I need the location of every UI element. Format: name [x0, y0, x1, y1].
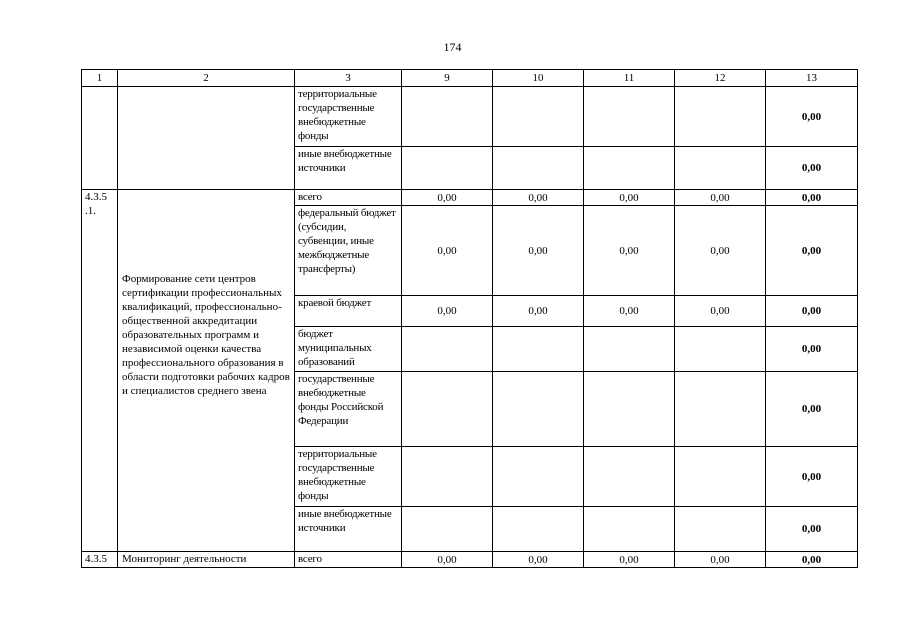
header-col-12: 12 — [675, 70, 766, 87]
source-cell: территориальные государственные внебюджетные фонды — [295, 447, 402, 507]
page-number: 174 — [443, 40, 462, 54]
value-cell: 0,00 — [402, 206, 493, 296]
value-cell — [493, 327, 584, 372]
value-cell — [675, 372, 766, 447]
table-row — [82, 552, 858, 568]
source-cell: федеральный бюджет (субсидии, субвенции, иные межбюджетные трансферты) — [295, 206, 402, 296]
value-cell: 0,00 — [493, 296, 584, 327]
value-cell — [584, 147, 675, 190]
total-cell: 0,00 — [766, 447, 858, 507]
total-cell: 0,00 — [766, 87, 858, 147]
code-cell — [82, 87, 118, 190]
value-cell: 0,00 — [493, 206, 584, 296]
source-cell: бюджет муниципальных образований — [295, 327, 402, 372]
value-cell: 0,00 — [675, 552, 766, 568]
value-cell: 0,00 — [493, 552, 584, 568]
value-cell — [675, 147, 766, 190]
table-row — [82, 190, 858, 206]
total-cell: 0,00 — [766, 190, 858, 206]
value-cell — [584, 507, 675, 552]
value-cell — [402, 507, 493, 552]
value-cell — [402, 147, 493, 190]
name-cell — [118, 87, 295, 190]
budget-table — [81, 69, 858, 568]
value-cell — [675, 447, 766, 507]
source-cell: всего — [295, 552, 402, 568]
source-cell: территориальные государственные внебюджетные фонды — [295, 87, 402, 147]
value-cell — [584, 447, 675, 507]
value-cell — [675, 507, 766, 552]
item-name — [118, 190, 295, 552]
total-cell: 0,00 — [766, 372, 858, 447]
value-cell — [493, 507, 584, 552]
item-name: Мониторинг деятельности — [118, 552, 295, 568]
source-cell: государственные внебюджетные фонды Российской Федерации — [295, 372, 402, 447]
value-cell — [493, 87, 584, 147]
source-cell: всего — [295, 190, 402, 206]
header-col-9: 9 — [402, 70, 493, 87]
header-col-3: 3 — [295, 70, 402, 87]
value-cell: 0,00 — [402, 296, 493, 327]
value-cell: 0,00 — [675, 190, 766, 206]
value-cell — [675, 327, 766, 372]
header-col-13: 13 — [766, 70, 858, 87]
total-cell: 0,00 — [766, 296, 858, 327]
value-cell — [402, 372, 493, 447]
item-name-text: Формирование сети центров сертификации профессиональных квалификаций, профессионально-общественной аккредитации образовательных программ и независимой оценки качества профессионального образования в области подготовки рабочих кадров и специалистов среднего звена — [122, 273, 290, 397]
value-cell: 0,00 — [402, 190, 493, 206]
total-cell: 0,00 — [766, 327, 858, 372]
header-row — [82, 70, 858, 87]
value-cell: 0,00 — [584, 190, 675, 206]
value-cell: 0,00 — [584, 552, 675, 568]
item-code: 4.3.5 — [82, 552, 118, 568]
value-cell — [402, 87, 493, 147]
value-cell — [402, 327, 493, 372]
total-cell: 0,00 — [766, 147, 858, 190]
value-cell: 0,00 — [584, 206, 675, 296]
total-cell: 0,00 — [766, 552, 858, 568]
value-cell: 0,00 — [584, 296, 675, 327]
header-col-10: 10 — [493, 70, 584, 87]
source-cell: иные внебюджетные источники — [295, 507, 402, 552]
source-cell: иные внебюджетные источники — [295, 147, 402, 190]
value-cell — [493, 147, 584, 190]
value-cell: 0,00 — [402, 552, 493, 568]
total-cell: 0,00 — [766, 206, 858, 296]
header-col-1: 1 — [82, 70, 118, 87]
value-cell: 0,00 — [493, 190, 584, 206]
value-cell: 0,00 — [675, 296, 766, 327]
source-cell: краевой бюджет — [295, 296, 402, 327]
value-cell — [675, 87, 766, 147]
item-code: 4.3.5 .1. — [82, 190, 118, 552]
value-cell — [584, 87, 675, 147]
table-row — [82, 87, 858, 147]
value-cell — [402, 447, 493, 507]
header-col-11: 11 — [584, 70, 675, 87]
value-cell — [584, 327, 675, 372]
value-cell — [493, 372, 584, 447]
value-cell — [493, 447, 584, 507]
header-col-2: 2 — [118, 70, 295, 87]
value-cell — [584, 372, 675, 447]
total-cell: 0,00 — [766, 507, 858, 552]
value-cell: 0,00 — [675, 206, 766, 296]
